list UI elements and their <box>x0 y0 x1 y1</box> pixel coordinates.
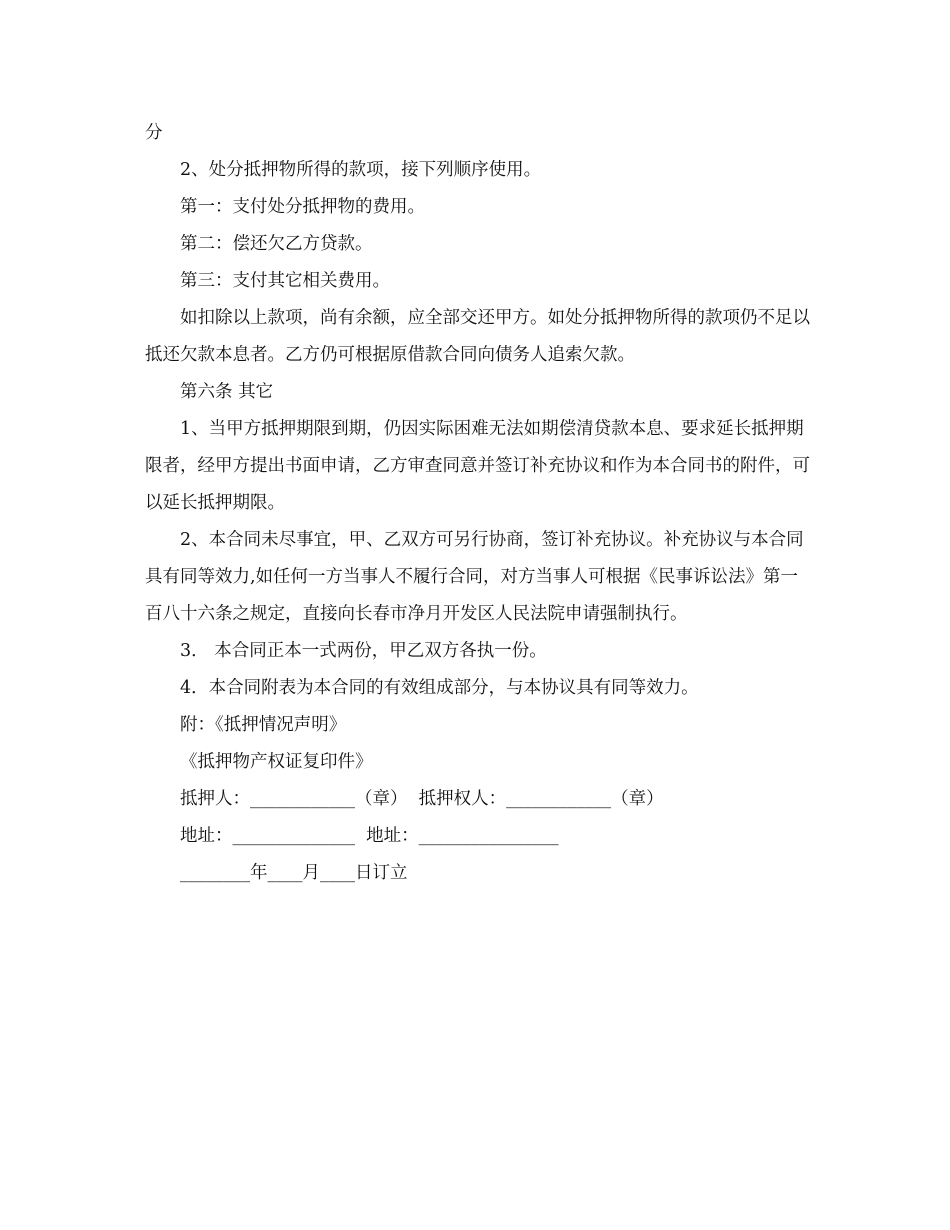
attachment-2: 《抵押物产权证复印件》 <box>180 752 373 772</box>
priority-third: 第三：支付其它相关费用。 <box>180 271 390 291</box>
date-row <box>145 855 810 892</box>
mortgagee-label: 抵押权人： <box>418 789 507 809</box>
address-2-label: 地址： <box>366 826 419 846</box>
day-label: 日订立 <box>355 863 408 883</box>
month-blank: ____ <box>267 863 303 883</box>
year-blank: ________ <box>180 863 250 883</box>
mortgagor-seal: （章） <box>355 789 408 809</box>
mortgagor-label: 抵押人： <box>180 789 250 809</box>
article-6-clause-1: 1、当甲方抵押期限到期，仍因实际困难无法如期偿清贷款本息、要求延长抵押期限者，经甲方提出书面申请，乙方审查同意并签订补充协议和作为本合同书的附件，可以延长抵押期限。 <box>145 419 810 513</box>
priority-second: 第二：偿还欠乙方贷款。 <box>180 234 373 254</box>
address-1-label: 地址： <box>180 826 233 846</box>
article-6-clause-2: 2、本合同未尽事宜，甲、乙双方可另行协商，签订补充协议。补充协议与本合同具有同等效力,如任何一方当事人不履行合同，对方当事人可根据《民事诉讼法》第一百八十六条之规定，直接向长春市净月开发区人民法院申请强制执行。 <box>145 530 804 624</box>
year-label: 年 <box>250 863 268 883</box>
mortgagee-seal: （章） <box>611 789 664 809</box>
article-6-clause-4: 4．本合同附表为本合同的有效组成部分，与本协议具有同等效力。 <box>180 678 699 698</box>
remainder-paragraph: 如扣除以上款项，尚有余额，应全部交还甲方。如处分抵押物所得的款项仍不足以抵还欠款本息者。乙方仍可根据原借款合同向债务人追索欠款。 <box>145 308 810 365</box>
article-6-clause-3: 3． 本合同正本一式两份，甲乙双方各执一份。 <box>180 641 547 661</box>
address-2-blank: ________________ <box>418 826 559 846</box>
signature-row <box>145 781 810 818</box>
mortgagor-blank: ____________ <box>250 789 355 809</box>
paragraph-continuation: 分 <box>145 123 163 143</box>
month-label: 月 <box>302 863 320 883</box>
clause-2-proceeds: 2、处分抵押物所得的款项，接下列顺序使用。 <box>180 160 542 180</box>
priority-first: 第一：支付处分抵押物的费用。 <box>180 197 425 217</box>
mortgagee-blank: ____________ <box>506 789 612 809</box>
attachment-1: 附：《抵押情况声明》 <box>180 715 347 735</box>
day-blank: ____ <box>320 863 355 883</box>
address-row <box>145 818 810 855</box>
article-6-heading: 第六条 其它 <box>180 382 274 402</box>
document-body <box>145 115 810 892</box>
address-1-blank: ______________ <box>232 826 355 846</box>
